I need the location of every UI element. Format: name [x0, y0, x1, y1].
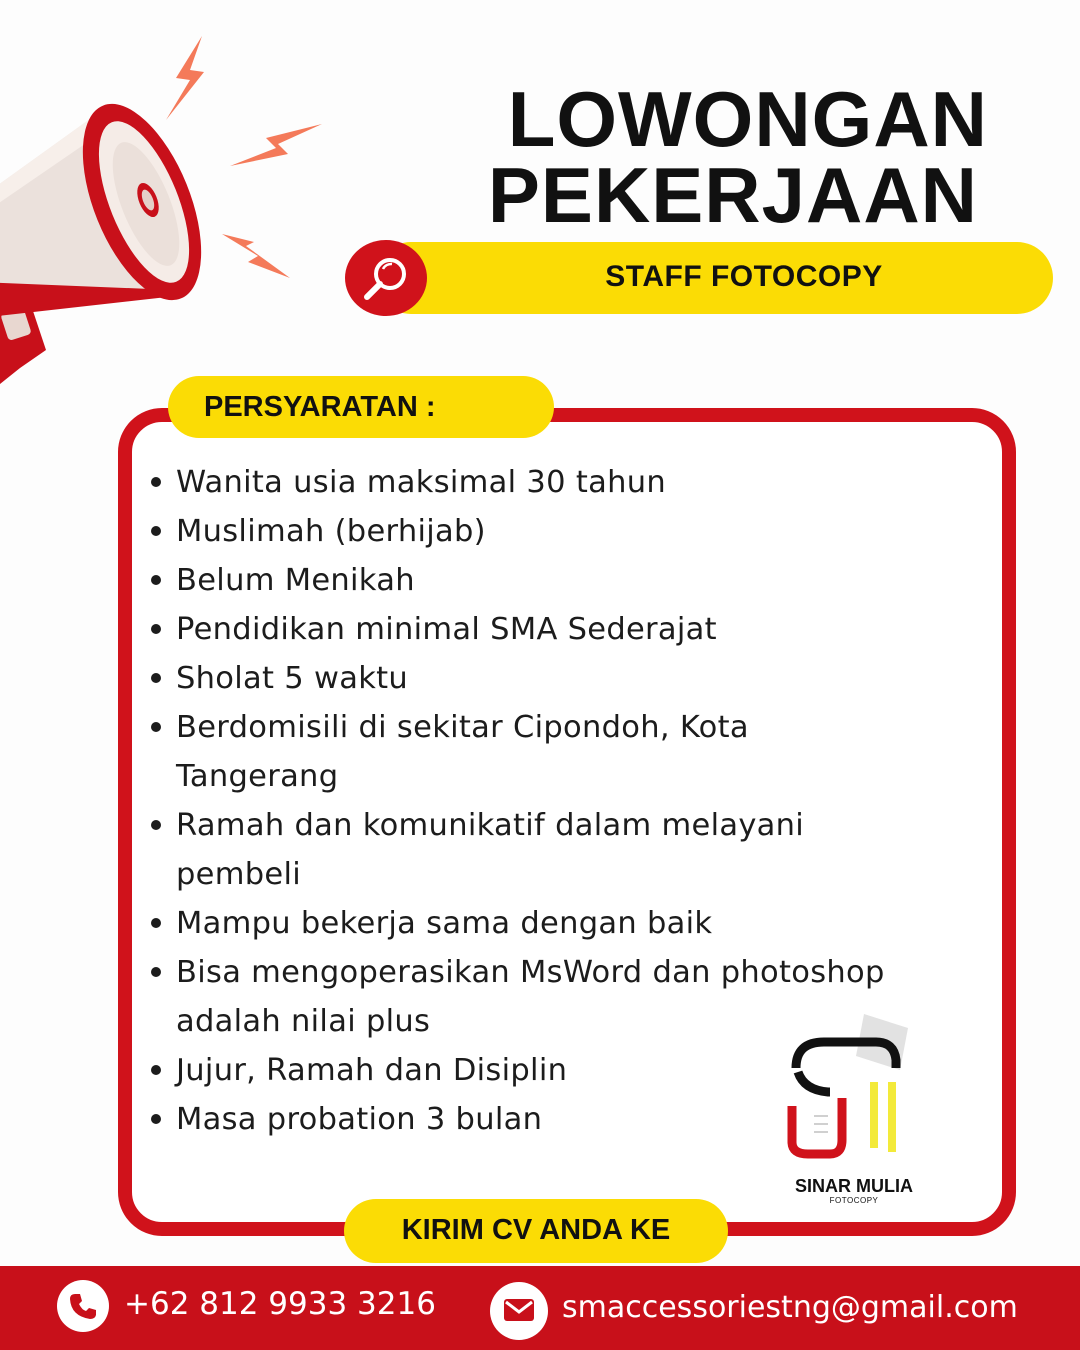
- position-title: STAFF FOTOCOPY: [605, 260, 883, 293]
- magnifier-icon: [359, 252, 413, 306]
- list-item: Belum Menikah: [148, 556, 978, 605]
- list-item: Jujur, Ramah dan Disiplin: [148, 1046, 978, 1095]
- list-item: Pendidikan minimal SMA Sederajat: [148, 605, 978, 654]
- sinar-mulia-logo: [784, 1012, 924, 1212]
- list-item: Masa probation 3 bulan: [148, 1095, 978, 1144]
- list-item: Mampu bekerja sama dengan baik: [148, 899, 978, 948]
- position-banner: [345, 240, 1053, 316]
- list-item: Muslimah (berhijab): [148, 507, 978, 556]
- logo-mark-icon: [784, 1012, 924, 1172]
- mail-icon: [490, 1282, 548, 1340]
- requirements-heading: PERSYARATAN :: [204, 391, 436, 423]
- magnifier-badge: [345, 240, 427, 316]
- page-title-line-1: LOWONGAN: [507, 75, 988, 163]
- list-item: Bisa mengoperasikan MsWord dan photoshop adalah nilai plus: [148, 948, 976, 1046]
- list-item: Wanita usia maksimal 30 tahun: [148, 458, 978, 507]
- phone-number[interactable]: +62 812 9933 3216: [124, 1286, 436, 1322]
- email-address[interactable]: smaccessoriestng@gmail.com: [562, 1290, 1018, 1325]
- requirements-heading-pill: [168, 376, 554, 438]
- list-item: Ramah dan komunikatif dalam melayani pembeli: [148, 801, 896, 899]
- contact-footer: [0, 1266, 1080, 1350]
- list-item: Sholat 5 waktu: [148, 654, 978, 703]
- logo-subtitle: FOTOCOPY: [829, 1196, 879, 1205]
- logo-name: SINAR MULIA: [795, 1176, 913, 1196]
- phone-icon: [57, 1280, 109, 1332]
- send-cv-label: KIRIM CV ANDA KE: [401, 1214, 671, 1246]
- list-item: Berdomisili di sekitar Cipondoh, Kota Tangerang: [148, 703, 796, 801]
- page-title-line-2: PEKERJAAN: [487, 151, 978, 239]
- send-cv-banner: [344, 1199, 728, 1263]
- megaphone-icon: [0, 20, 350, 400]
